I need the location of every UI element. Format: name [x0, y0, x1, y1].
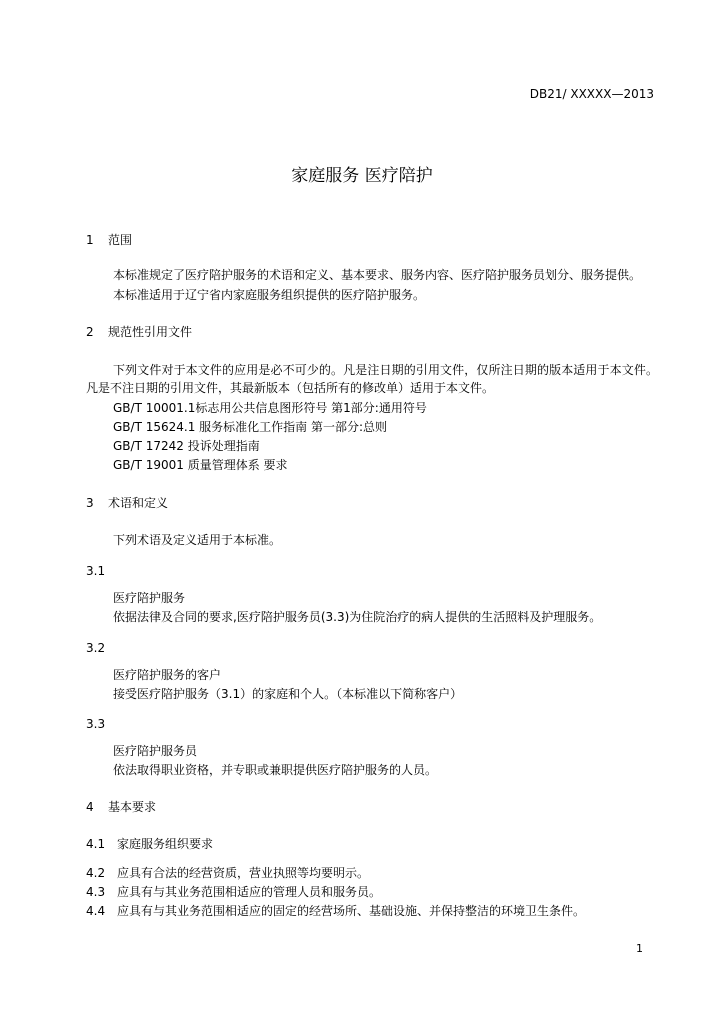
item-number: 4.4 — [86, 904, 106, 918]
document-title: 家庭服务 医疗陪护 — [291, 166, 433, 186]
requirement-item — [86, 865, 369, 881]
reference-item: GB/T 17242 投诉处理指南 — [113, 439, 260, 453]
term-number: 3.1 — [86, 564, 106, 578]
scope-line-2: 本标准适用于辽宁省内家庭服务组织提供的医疗陪护服务。 — [113, 288, 426, 302]
term-definition: 依据法律及合同的要求,医疗陪护服务员(3.3)为住院治疗的病人提供的生活照料及护理服务。 — [113, 610, 602, 624]
item-text: 应具有与其业务范围相适应的管理人员和服务员。 — [117, 885, 382, 899]
term-number: 3.3 — [86, 717, 106, 731]
section-1-heading — [86, 232, 132, 248]
section-3-heading — [86, 495, 168, 511]
normative-references-paragraph: 下列文件对于本文件的应用是必不可少的。凡是注日期的引用文件，仅所注日期的版本适用于本文件。凡是不注日期的引用文件，其最新版本（包括所有的修改单）适用于本文件。 — [86, 363, 658, 395]
item-number: 4.1 — [86, 837, 106, 851]
term-name: 医疗陪护服务的客户 — [113, 668, 222, 682]
requirement-item — [86, 884, 381, 900]
item-text: 应具有合法的经营资质，营业执照等均要明示。 — [117, 866, 370, 880]
term-name: 医疗陪护服务 — [113, 591, 186, 605]
section-4-heading — [86, 799, 156, 815]
section-title: 规范性引用文件 — [108, 325, 193, 339]
requirement-item — [86, 836, 213, 852]
term-name: 医疗陪护服务员 — [113, 744, 198, 758]
scope-line-1: 本标准规定了医疗陪护服务的术语和定义、基本要求、服务内容、医疗陪护服务员划分、服务提供。 — [113, 268, 642, 282]
page-number: 1 — [636, 942, 643, 955]
section-number: 2 — [86, 325, 94, 339]
section-title: 基本要求 — [108, 800, 157, 814]
item-text: 应具有与其业务范围相适应的固定的经营场所、基础设施、并保持整洁的环境卫生条件。 — [117, 904, 586, 918]
reference-item: GB/T 15624.1 服务标准化工作指南 第一部分:总则 — [113, 420, 388, 434]
term-definition: 接受医疗陪护服务（3.1）的家庭和个人。（本标准以下简称客户） — [113, 687, 463, 701]
item-text: 家庭服务组织要求 — [117, 837, 214, 851]
section-number: 3 — [86, 496, 94, 510]
term-number: 3.2 — [86, 641, 106, 655]
section-2-heading — [86, 324, 192, 340]
document-code: DB21/ XXXXX—2013 — [529, 87, 654, 101]
item-number: 4.3 — [86, 885, 106, 899]
reference-item: GB/T 10001.1标志用公共信息图形符号 第1部分:通用符号 — [113, 401, 427, 415]
requirement-item — [86, 903, 585, 919]
section-title: 范围 — [108, 233, 133, 247]
reference-item: GB/T 19001 质量管理体系 要求 — [113, 458, 288, 472]
section-number: 1 — [86, 233, 94, 247]
terms-intro: 下列术语及定义适用于本标准。 — [113, 533, 282, 547]
section-title: 术语和定义 — [108, 496, 169, 510]
section-number: 4 — [86, 800, 94, 814]
term-definition: 依法取得职业资格，并专职或兼职提供医疗陪护服务的人员。 — [113, 763, 438, 777]
item-number: 4.2 — [86, 866, 106, 880]
